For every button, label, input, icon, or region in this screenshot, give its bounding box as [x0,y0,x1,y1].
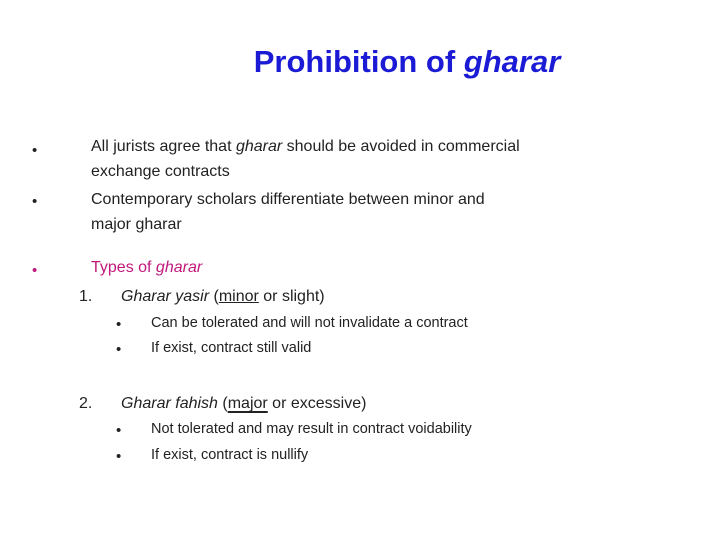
bullet-icon: • [116,448,122,465]
point-2-text: Contemporary scholars differentiate between minor and [91,191,485,208]
bullet-icon: • [32,193,38,210]
type-1-sub-1: Can be tolerated and will not invalidate a contract [151,315,468,331]
type-1-key: minor [218,288,259,305]
bullet-icon: • [116,341,122,358]
point-1-pre: All jurists agree that [91,138,236,155]
type-1-rest: or slight) [258,288,325,305]
type-1-name: Gharar yasir [121,288,210,305]
bullet-icon: • [32,142,38,159]
bullet-icon: • [116,422,122,439]
type-1-open: ( [209,288,219,305]
type-1-sub-2: If exist, contract still valid [151,340,312,356]
point-1-continuation: exchange contracts [91,162,230,180]
bullet-icon: • [116,316,122,333]
type-2-open: ( [217,395,228,412]
point-2 [91,188,485,237]
type-2-rest: or excessive) [267,395,367,412]
type-2-key: major [227,395,268,412]
point-1-emphasis: gharar [235,138,283,155]
type-1-heading [121,285,325,310]
types-heading [91,256,202,281]
point-1 [91,135,520,184]
title-emphasis: gharar [463,44,561,79]
slide-title [0,44,720,80]
type-1-number: 1. [79,288,93,305]
type-2-heading [121,392,366,417]
title-main: Prohibition of [253,44,464,79]
point-2-continuation: major gharar [91,215,182,233]
bullet-icon: • [32,262,38,279]
type-2-sub-2: If exist, contract is nullify [151,447,309,463]
type-2-name: Gharar fahish [121,395,218,412]
types-pre: Types of [91,259,156,276]
type-2-number: 2. [79,395,93,412]
types-emphasis: gharar [155,259,203,276]
type-2-sub-1: Not tolerated and may result in contract voidability [151,421,472,437]
point-1-post: should be avoided in commercial [282,138,520,155]
